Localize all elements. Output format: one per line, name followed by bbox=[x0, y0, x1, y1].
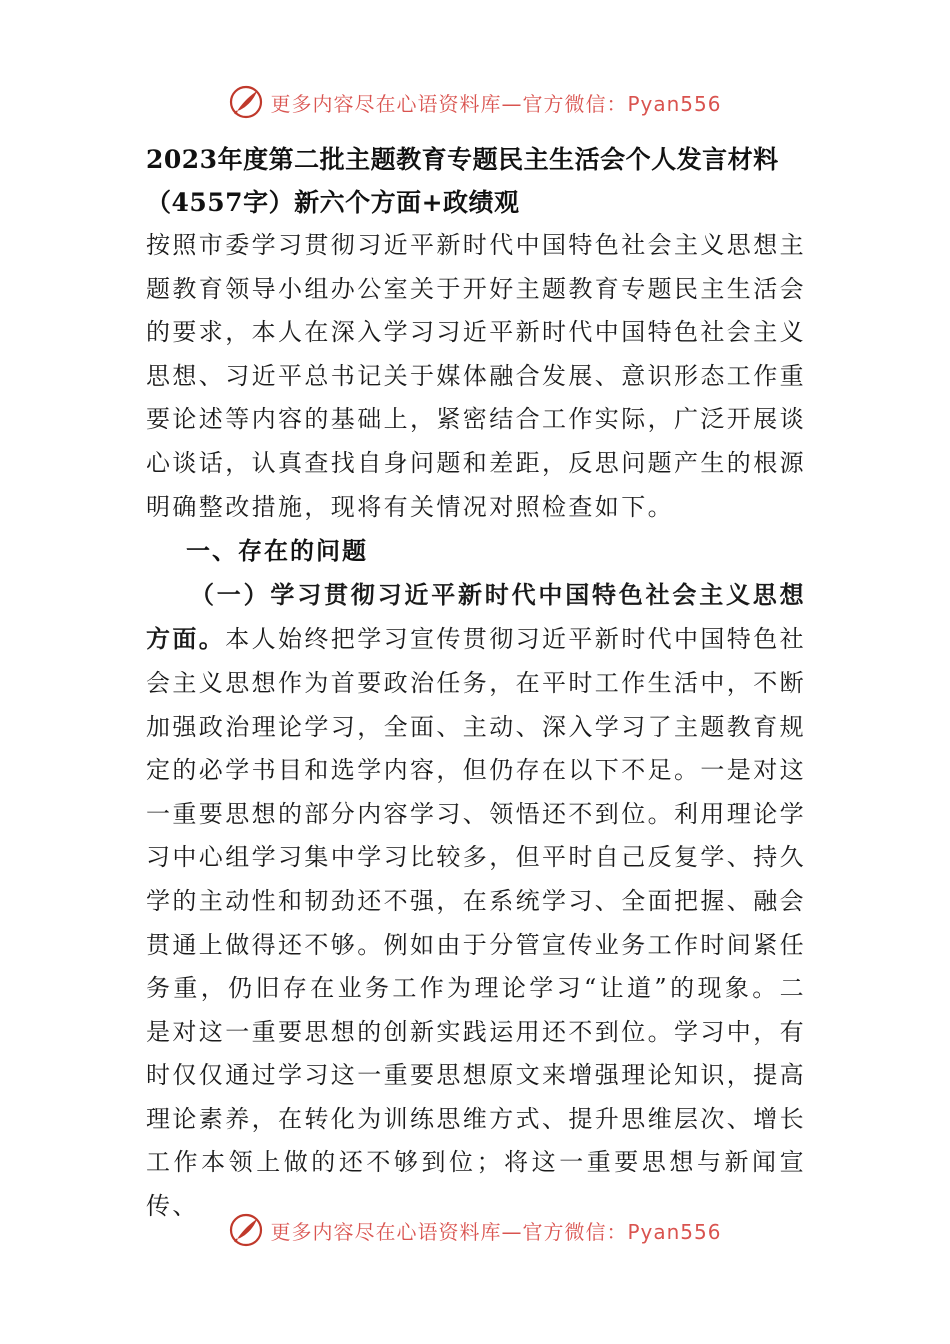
watermark-banner-top bbox=[0, 80, 950, 124]
quill-pen-icon bbox=[228, 84, 264, 120]
item-1-body: 本人始终把学习宣传贯彻习近平新时代中国特色社会主义思想作为首要政治任务，在平时工作生活中，不断加强政治理论学习，全面、主动、深入学习了主题教育规定的必学书目和选学内容，但仍存在以下不足。一是对这一重要思想的部分内容学习、领悟还不到位。利用理论学习中心组学习集中学习比较多，但平时自己反复学、持久学的主动性和韧劲还不强，在系统学习、全面把握、融会贯通上做得还不够。例如由于分管宣传业务工作时间紧任务重，仍旧存在业务工作为理论学习“让道”的现象。二是对这一重要思想的创新实践运用还不到位。学习中，有时仅仅通过学习这一重要思想原文来增强理论知识，提高理论素养，在转化为训练思维方式、提升思维层次、增长工作本领上做的还不够到位；将这一重要思想与新闻宣传、 bbox=[146, 625, 807, 1221]
quill-pen-icon bbox=[228, 1212, 264, 1248]
watermark-banner-bottom bbox=[0, 1208, 950, 1252]
document-body bbox=[146, 138, 806, 1229]
document-title-line-2: （4557字）新六个方面+政绩观 bbox=[146, 188, 520, 217]
item-1-paragraph bbox=[146, 573, 806, 1229]
watermark-text: 更多内容尽在心语资料库—官方微信：Pyan556 bbox=[270, 1219, 722, 1244]
document-title-line-1: 2023年度第二批主题教育专题民主生活会个人发言材料 bbox=[146, 145, 779, 174]
section-heading: 一、存在的问题 bbox=[186, 536, 368, 566]
watermark-text: 更多内容尽在心语资料库—官方微信：Pyan556 bbox=[270, 91, 722, 116]
item-1-lead: （一）学习贯彻习近平新时代中国特色社会主义思想方面。 bbox=[146, 579, 806, 654]
intro-paragraph: 按照市委学习贯彻习近平新时代中国特色社会主义思想主题教育领导小组办公室关于开好主题教育专题民主生活会的要求，本人在深入学习习近平新时代中国特色社会主义思想、习近平总书记关于媒体融合发展、意识形态工作重要论述等内容的基础上，紧密结合工作实际，广泛开展谈心谈话，认真查找自身问题和差距，反思问题产生的根源明确整改措施，现将有关情况对照检查如下。 bbox=[146, 231, 806, 521]
